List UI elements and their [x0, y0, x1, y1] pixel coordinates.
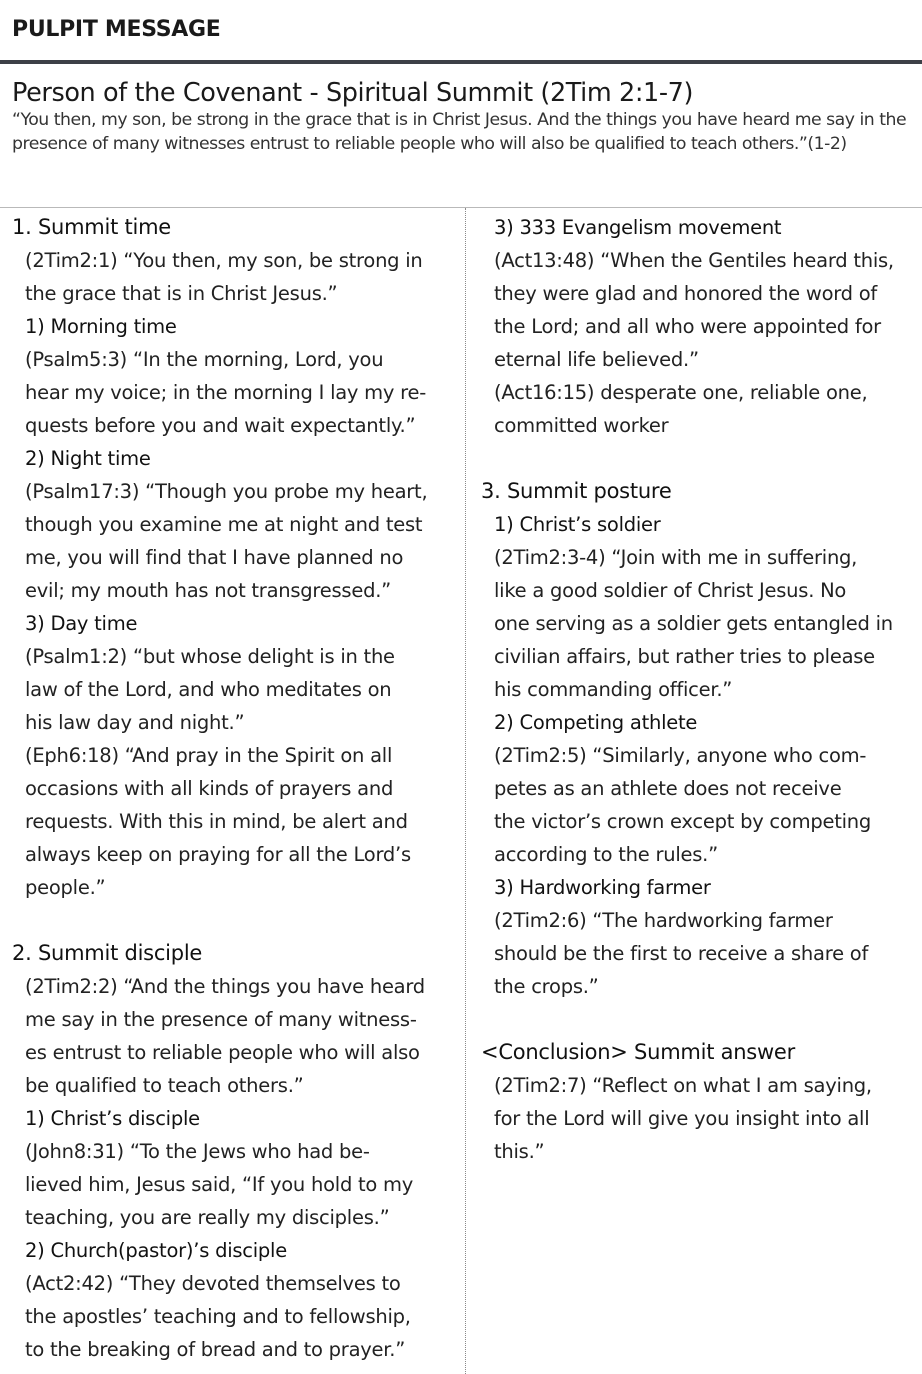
text-line: (Eph6:18) “And pray in the Spirit on all: [25, 744, 393, 767]
text-line: (2Tim2:6) “The hardworking farmer: [494, 909, 833, 932]
section-heading: 3. Summit posture: [481, 479, 672, 503]
text-line: (2Tim2:5) “Similarly, anyone who com-: [494, 744, 867, 767]
text-line: for the Lord will give you insight into all: [494, 1107, 870, 1130]
text-line: law of the Lord, and who meditates on: [25, 678, 392, 701]
text-line: es entrust to reliable people who will also: [25, 1041, 420, 1064]
text-line: his commanding officer.”: [494, 678, 733, 701]
text-line: occasions with all kinds of prayers and: [25, 777, 394, 800]
text-line: evil; my mouth has not transgressed.”: [25, 579, 392, 602]
page-title: Person of the Covenant - Spiritual Summit (2Tim 2:1-7): [12, 78, 694, 108]
text-line: they were glad and honored the word of: [494, 282, 878, 305]
text-line: the Lord; and all who were appointed for: [494, 315, 881, 338]
section-heading: 1. Summit time: [12, 215, 171, 239]
text-line: people.”: [25, 876, 106, 899]
text-line: lieved him, Jesus said, “If you hold to my: [25, 1173, 414, 1196]
text-line: (Act2:42) “They devoted themselves to: [25, 1272, 401, 1295]
text-line: according to the rules.”: [494, 843, 718, 866]
text-line: (John8:31) “To the Jews who had be-: [25, 1140, 370, 1163]
text-line: quests before you and wait expectantly.”: [25, 414, 416, 437]
text-line: (Psalm17:3) “Though you probe my heart,: [25, 480, 428, 503]
text-line: should be the first to receive a share of: [494, 942, 869, 965]
spacer: [481, 442, 922, 475]
left-column: [12, 211, 457, 1366]
text-line: teaching, you are really my disciples.”: [25, 1206, 390, 1229]
text-line: (2Tim2:3-4) “Join with me in suffering,: [494, 546, 858, 569]
text-line: (Act16:15) desperate one, reliable one,: [494, 381, 868, 404]
text-line: civilian affairs, but rather tries to please: [494, 645, 875, 668]
text-line: petes as an athlete does not receive: [494, 777, 842, 800]
text-line: to the breaking of bread and to prayer.”: [25, 1338, 406, 1361]
point-title: 3) 333 Evangelism movement: [494, 216, 782, 239]
text-line: hear my voice; in the morning I lay my re-: [25, 381, 427, 404]
point-title: 1) Christ’s disciple: [25, 1107, 200, 1130]
point-title: 3) Hardworking farmer: [494, 876, 711, 899]
right-column: [481, 211, 922, 1168]
point-title: 1) Morning time: [25, 315, 177, 338]
text-line: like a good soldier of Christ Jesus. No: [494, 579, 847, 602]
spacer: [12, 904, 457, 937]
text-line: committed worker: [494, 414, 669, 437]
key-verse: “You then, my son, be strong in the grace that is in Christ Jesus. And the things you have heard me say in the presence of many witnesses entrust to reliable people who will also be qualified to teach others.”(1-2): [12, 110, 907, 154]
column-divider: [465, 208, 466, 1374]
text-line: (2Tim2:1) “You then, my son, be strong in: [25, 249, 423, 272]
point-title: 2) Competing athlete: [494, 711, 698, 734]
text-line: the victor’s crown except by competing: [494, 810, 872, 833]
text-line: me, you will find that I have planned no: [25, 546, 404, 569]
text-line: (Psalm5:3) “In the morning, Lord, you: [25, 348, 384, 371]
text-line: his law day and night.”: [25, 711, 245, 734]
section-heading: 2. Summit disciple: [12, 941, 203, 965]
text-line: though you examine me at night and test: [25, 513, 423, 536]
point-title: 3) Day time: [25, 612, 138, 635]
text-line: the grace that is in Christ Jesus.”: [25, 282, 338, 305]
section-divider: [0, 207, 922, 208]
text-line: eternal life believed.”: [494, 348, 699, 371]
header-label: PULPIT MESSAGE: [12, 17, 221, 42]
text-line: (2Tim2:7) “Reflect on what I am saying,: [494, 1074, 872, 1097]
text-line: (Act13:48) “When the Gentiles heard this,: [494, 249, 894, 272]
text-line: one serving as a soldier gets entangled in: [494, 612, 893, 635]
point-title: 2) Church(pastor)’s disciple: [25, 1239, 287, 1262]
text-line: requests. With this in mind, be alert and: [25, 810, 408, 833]
text-line: the crops.”: [494, 975, 599, 998]
conclusion-heading: <Conclusion> Summit answer: [481, 1040, 795, 1064]
text-line: be qualified to teach others.”: [25, 1074, 304, 1097]
text-line: this.”: [494, 1140, 545, 1163]
text-line: the apostles’ teaching and to fellowship,: [25, 1305, 411, 1328]
point-title: 1) Christ’s soldier: [494, 513, 661, 536]
point-title: 2) Night time: [25, 447, 151, 470]
spacer: [481, 1003, 922, 1036]
text-line: (Psalm1:2) “but whose delight is in the: [25, 645, 395, 668]
text-line: always keep on praying for all the Lord’s: [25, 843, 411, 866]
text-line: (2Tim2:2) “And the things you have heard: [25, 975, 425, 998]
header-divider: [0, 60, 922, 64]
text-line: me say in the presence of many witness-: [25, 1008, 417, 1031]
